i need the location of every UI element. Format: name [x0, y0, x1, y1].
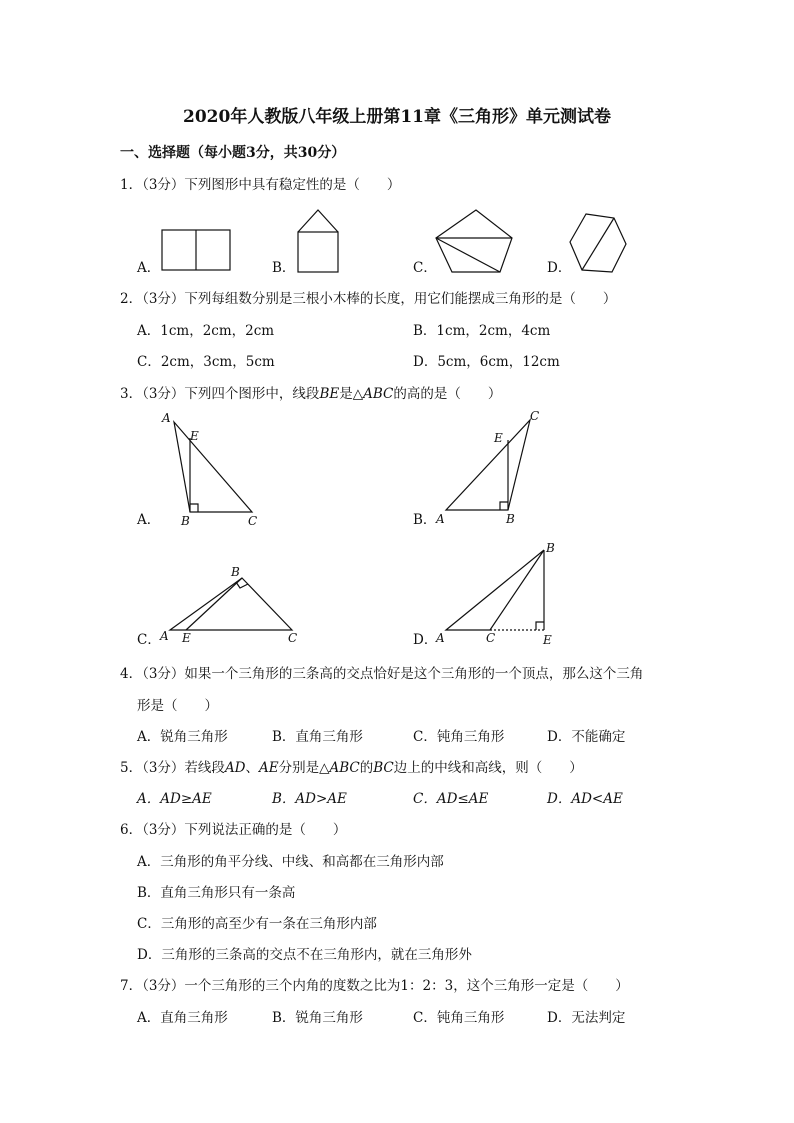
q7-option-d: D．无法判定	[547, 1010, 626, 1026]
label-a: A	[160, 629, 169, 643]
q4-stem-line2: 形是（ ）	[137, 698, 218, 714]
q6-option-c: C．三角形的高至少有一条在三角形内部	[137, 916, 377, 932]
q2-option-c: C．2cm，3cm，5cm	[137, 354, 275, 370]
q1-option-c: C．	[413, 260, 437, 276]
q4-stem-line1: 4．（3分）如果一个三角形的三条高的交点恰好是这个三角形的一个顶点，那么这个三角	[120, 666, 644, 682]
q1-option-d: D．	[547, 260, 572, 276]
label-e: E	[190, 429, 199, 443]
page-title: 2020年人教版八年级上册第11章《三角形》单元测试卷	[183, 107, 611, 127]
q3-figure-b	[430, 406, 550, 528]
q5-option-b: B．AD>AE	[272, 791, 347, 807]
label-b: B	[181, 514, 190, 528]
q6-option-a: A．三角形的角平分线、中线、和高都在三角形内部	[137, 854, 444, 870]
label-b: B	[546, 541, 555, 555]
q4-option-c: C．钝角三角形	[413, 729, 505, 745]
label-a: A	[436, 631, 445, 645]
label-a: A	[162, 411, 171, 425]
q1-option-b: B．	[272, 260, 296, 276]
q1-figure-b	[296, 208, 340, 274]
q1-option-a: A．	[137, 260, 161, 276]
q1-stem: 1．（3分）下列图形中具有稳定性的是（ ）	[120, 177, 401, 193]
section-heading: 一、选择题（每小题3分，共30分）	[120, 145, 346, 161]
q6-stem: 6．（3分）下列说法正确的是（ ）	[120, 822, 347, 838]
q7-option-c: C．钝角三角形	[413, 1010, 505, 1026]
q3-option-d: D．	[413, 632, 438, 648]
label-c: C	[248, 514, 258, 528]
q3-option-a: A．	[137, 512, 161, 528]
q6-option-b: B．直角三角形只有一条高	[137, 885, 296, 901]
label-b: B	[506, 512, 515, 526]
q4-option-d: D．不能确定	[547, 729, 626, 745]
label-b: B	[231, 565, 240, 579]
label-a: A	[436, 512, 445, 526]
q5-option-a: A．AD≥AE	[137, 791, 212, 807]
label-e: E	[494, 431, 503, 445]
label-c: C	[288, 631, 298, 645]
q5-stem: 5．（3分）若线段AD、AE分别是△ABC的BC边上的中线和高线，则（ ）	[120, 760, 583, 776]
q2-option-d: D．5cm，6cm，12cm	[413, 354, 560, 370]
label-c: C	[486, 631, 496, 645]
q7-option-b: B．锐角三角形	[272, 1010, 363, 1026]
q3-figure-c	[160, 560, 310, 646]
q1-figure-d	[568, 212, 628, 274]
q3-figure-a	[160, 408, 270, 528]
q1-figure-c	[434, 208, 514, 274]
q7-stem: 7．（3分）一个三角形的三个内角的度数之比为1：2：3，这个三角形一定是（ ）	[120, 978, 629, 994]
q4-option-b: B．直角三角形	[272, 729, 363, 745]
q6-option-d: D．三角形的三条高的交点不在三角形内，就在三角形外	[137, 947, 472, 963]
q5-option-c: C．AD≤AE	[413, 791, 489, 807]
q1-figure-a	[160, 228, 232, 272]
q2-option-b: B．1cm，2cm，4cm	[413, 323, 551, 339]
q3-stem: 3．（3分）下列四个图形中，线段BE是△ABC的高的是（ ）	[120, 386, 502, 402]
q4-option-a: A．锐角三角形	[137, 729, 228, 745]
q2-option-a: A．1cm，2cm，2cm	[137, 323, 275, 339]
q3-figure-d	[430, 538, 570, 648]
label-e: E	[543, 633, 552, 647]
label-e: E	[182, 631, 191, 645]
q3-option-b: B．	[413, 512, 437, 528]
q5-option-d: D．AD<AE	[547, 791, 623, 807]
q3-option-c: C．	[137, 632, 161, 648]
label-c: C	[530, 409, 540, 423]
q2-stem: 2．（3分）下列每组数分别是三根小木棒的长度，用它们能摆成三角形的是（ ）	[120, 291, 617, 307]
q7-option-a: A．直角三角形	[137, 1010, 228, 1026]
